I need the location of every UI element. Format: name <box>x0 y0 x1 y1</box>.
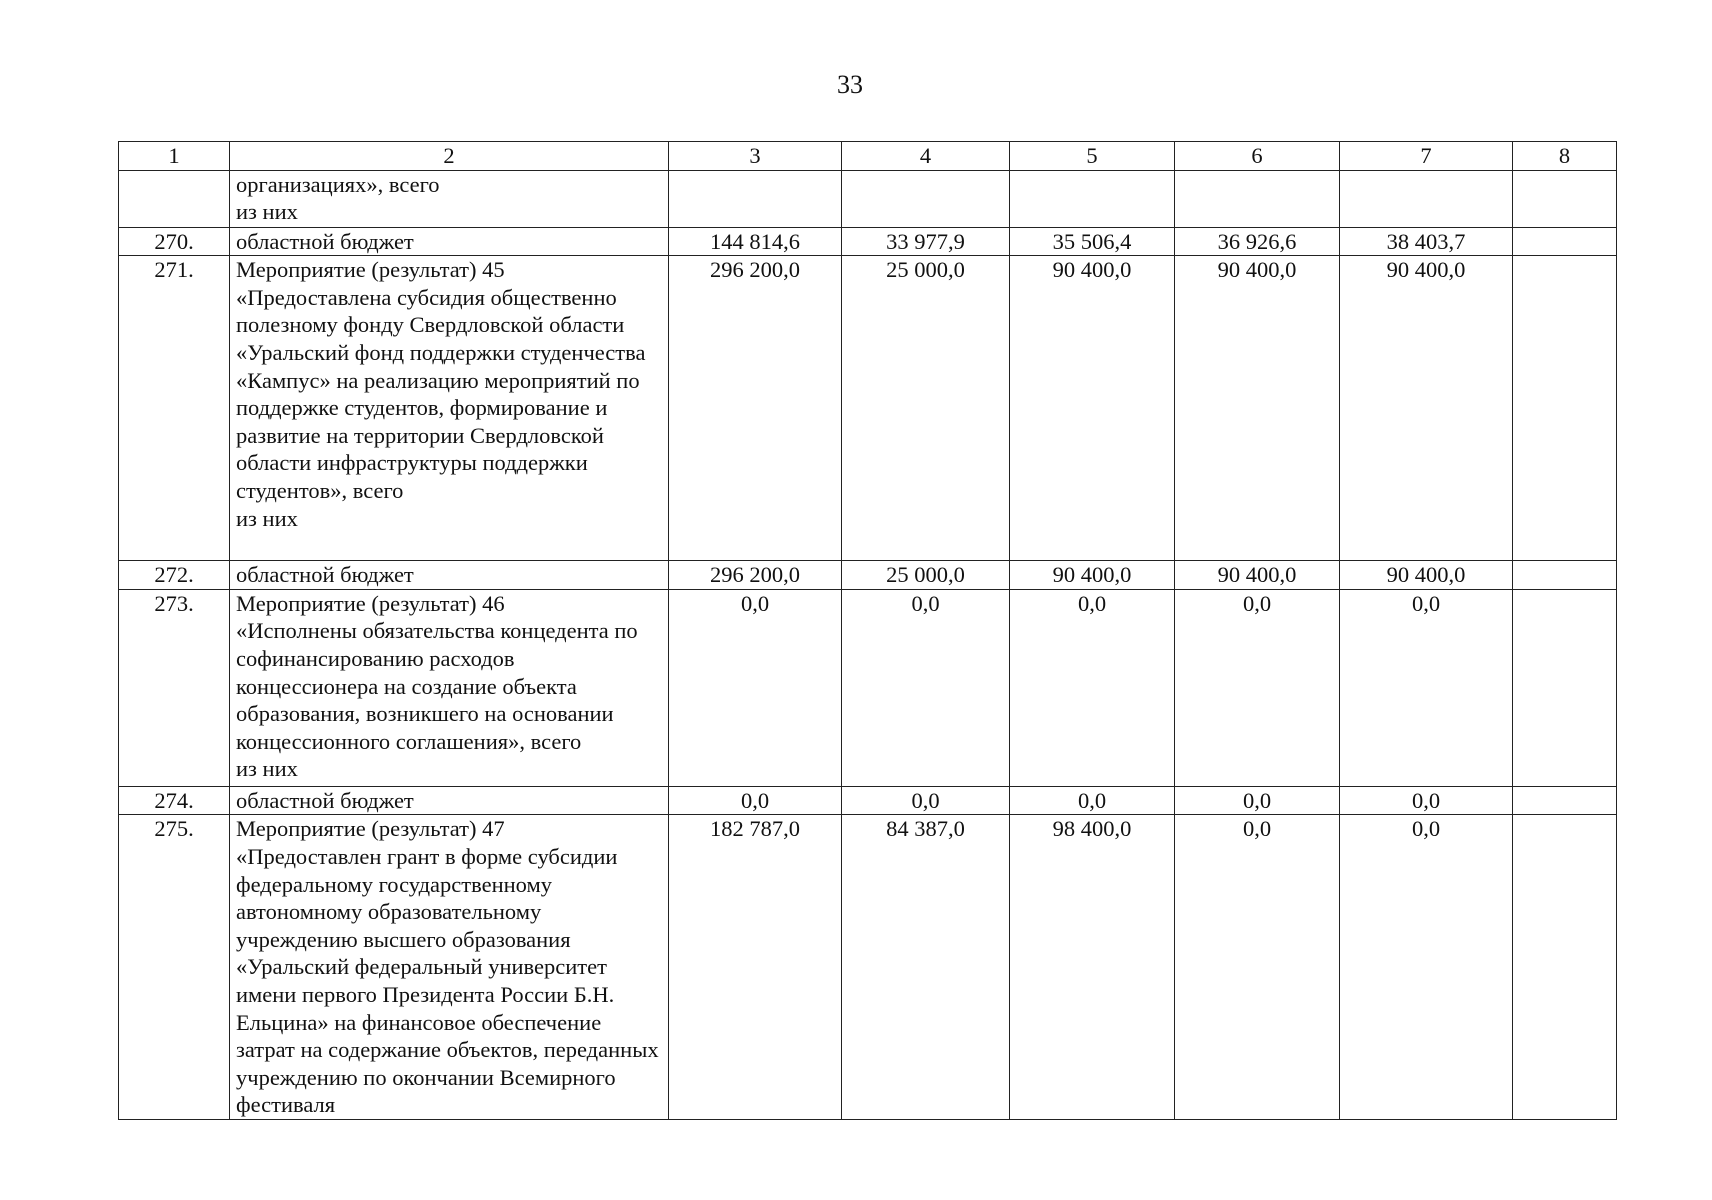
row-value: 144 814,6 <box>669 227 842 256</box>
row-value <box>1513 227 1617 256</box>
row-value: 0,0 <box>1010 786 1175 815</box>
row-value <box>842 170 1010 227</box>
row-value: 296 200,0 <box>669 561 842 590</box>
budget-table <box>118 141 1617 1120</box>
row-value: 90 400,0 <box>1340 561 1513 590</box>
row-value: 0,0 <box>1175 815 1340 1120</box>
column-header: 7 <box>1340 142 1513 171</box>
row-value <box>1513 170 1617 227</box>
row-number <box>119 170 230 227</box>
column-header: 8 <box>1513 142 1617 171</box>
column-header: 4 <box>842 142 1010 171</box>
row-value <box>1513 786 1617 815</box>
table-row <box>119 561 1617 590</box>
row-value <box>1175 170 1340 227</box>
column-header: 6 <box>1175 142 1340 171</box>
row-description: областной бюджет <box>230 561 669 590</box>
row-value: 0,0 <box>842 589 1010 786</box>
row-value: 90 400,0 <box>1340 256 1513 561</box>
row-value: 90 400,0 <box>1010 256 1175 561</box>
row-value <box>1010 170 1175 227</box>
row-value: 0,0 <box>1340 589 1513 786</box>
row-value: 84 387,0 <box>842 815 1010 1120</box>
row-value: 38 403,7 <box>1340 227 1513 256</box>
row-value: 296 200,0 <box>669 256 842 561</box>
row-value: 98 400,0 <box>1010 815 1175 1120</box>
row-value: 0,0 <box>1340 815 1513 1120</box>
row-value <box>1513 589 1617 786</box>
row-value: 0,0 <box>842 786 1010 815</box>
column-header: 3 <box>669 142 842 171</box>
row-number: 272. <box>119 561 230 590</box>
row-description: Мероприятие (результат) 45 «Предоставлена субсидия общественно полезному фонду Свердловской области «Уральский фонд поддержки студенчества «Кампус» на реализацию мероприятий по поддержке студентов, формирование и развитие на территории Свердловской области инфраструктуры поддержки студентов», всего из них <box>230 256 669 561</box>
row-value: 0,0 <box>1340 786 1513 815</box>
row-description: областной бюджет <box>230 786 669 815</box>
column-header: 2 <box>230 142 669 171</box>
table-row <box>119 815 1617 1120</box>
row-description: областной бюджет <box>230 227 669 256</box>
row-value <box>1513 815 1617 1120</box>
row-value: 0,0 <box>1175 589 1340 786</box>
table-row <box>119 170 1617 227</box>
row-value: 25 000,0 <box>842 256 1010 561</box>
table-row <box>119 589 1617 786</box>
row-description: Мероприятие (результат) 46 «Исполнены обязательства концедента по софинансированию расходов концессионера на создание объекта образования, возникшего на основании концессионного соглашения», всего из них <box>230 589 669 786</box>
row-description: организациях», всего из них <box>230 170 669 227</box>
row-value: 25 000,0 <box>842 561 1010 590</box>
row-value: 90 400,0 <box>1010 561 1175 590</box>
row-value: 182 787,0 <box>669 815 842 1120</box>
page-number: 33 <box>837 70 863 99</box>
row-value: 36 926,6 <box>1175 227 1340 256</box>
row-value <box>1340 170 1513 227</box>
row-number: 270. <box>119 227 230 256</box>
row-value: 0,0 <box>1010 589 1175 786</box>
table-row <box>119 256 1617 561</box>
row-value <box>669 170 842 227</box>
row-value: 90 400,0 <box>1175 256 1340 561</box>
row-value: 33 977,9 <box>842 227 1010 256</box>
row-number: 275. <box>119 815 230 1120</box>
row-number: 271. <box>119 256 230 561</box>
row-value <box>1513 561 1617 590</box>
row-value: 0,0 <box>669 786 842 815</box>
column-header: 5 <box>1010 142 1175 171</box>
row-value <box>1513 256 1617 561</box>
row-number: 273. <box>119 589 230 786</box>
table-row <box>119 786 1617 815</box>
row-value: 0,0 <box>1175 786 1340 815</box>
row-description: Мероприятие (результат) 47 «Предоставлен грант в форме субсидии федеральному государственному автономному образовательному учреждению высшего образования «Уральский федеральный университет имени первого Президента России Б.Н. Ельцина» на финансовое обеспечение затрат на содержание объектов, переданных учреждению по окончании Всемирного фестиваля <box>230 815 669 1120</box>
column-header: 1 <box>119 142 230 171</box>
header-row <box>119 142 1617 171</box>
row-value: 90 400,0 <box>1175 561 1340 590</box>
row-number: 274. <box>119 786 230 815</box>
row-value: 0,0 <box>669 589 842 786</box>
table-row <box>119 227 1617 256</box>
row-value: 35 506,4 <box>1010 227 1175 256</box>
